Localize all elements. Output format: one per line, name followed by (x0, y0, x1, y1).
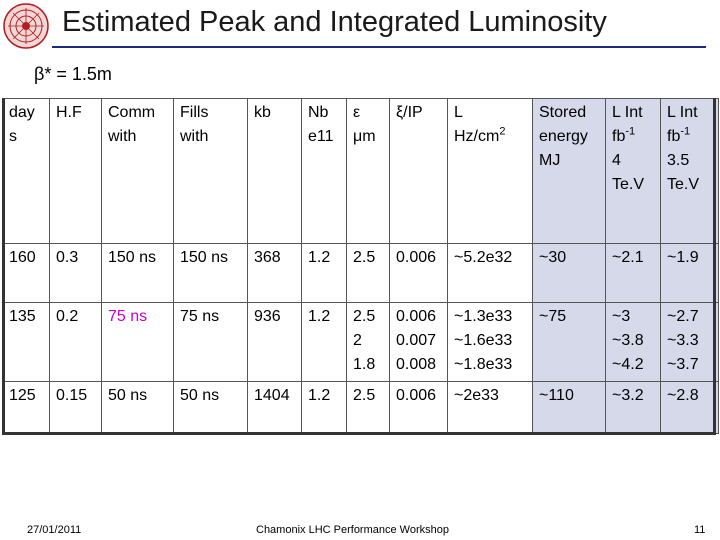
table-row (3, 244, 719, 303)
cell-stored-energy: ~30 (533, 244, 606, 303)
header-lint-3p5tev: L Int $fb^{-1}$ 3.5 Te.V (661, 99, 719, 244)
table-header-row (3, 99, 719, 244)
header-emittance: ε μm (347, 99, 390, 244)
table-row (3, 303, 719, 382)
cell-luminosity: ~5.2e32 (448, 244, 533, 303)
cell-fills: 150 ns (174, 244, 248, 303)
cell-emittance: 2.5 (347, 382, 390, 434)
header-comm-with: Comm with (102, 99, 174, 244)
cell-comm-highlighted: 75 ns (102, 303, 174, 382)
cell-lint-4tev: ~2.1 (606, 244, 661, 303)
cell-comm: 150 ns (102, 244, 174, 303)
cell-fills: 75 ns (174, 303, 248, 382)
cell-days: 135 (3, 303, 50, 382)
cell-nb: 1.2 (302, 382, 347, 434)
cell-emittance: 2.5 (347, 244, 390, 303)
cell-nb: 1.2 (302, 244, 347, 303)
cell-kb: 368 (248, 244, 302, 303)
header-hf: H.F (50, 99, 102, 244)
cell-lint-4tev: ~3.2 (606, 382, 661, 434)
cell-xi: 0.006 0.007 0.008 (390, 303, 448, 382)
header-kb: kb (248, 99, 302, 244)
cell-comm: 50 ns (102, 382, 174, 434)
title-underline (52, 46, 706, 48)
header-stored-energy: Stored energy MJ (533, 99, 606, 244)
cell-hf: 0.15 (50, 382, 102, 434)
cern-logo-icon (2, 2, 50, 50)
cell-nb: 1.2 (302, 303, 347, 382)
cell-lint-3p5tev: ~2.7 ~3.3 ~3.7 (661, 303, 719, 382)
slide-title: Estimated Peak and Integrated Luminosity (62, 6, 607, 38)
cell-stored-energy: ~110 (533, 382, 606, 434)
cell-xi: 0.006 (390, 244, 448, 303)
cell-luminosity: ~2e33 (448, 382, 533, 434)
header-nb: Nb e11 (302, 99, 347, 244)
cell-lint-3p5tev: ~1.9 (661, 244, 719, 303)
cell-stored-energy: ~75 (533, 303, 606, 382)
footer-event: Chamonix LHC Performance Workshop (256, 524, 449, 536)
cell-hf: 0.3 (50, 244, 102, 303)
cell-days: 160 (3, 244, 50, 303)
header-xi-per-ip: ξ/IP (390, 99, 448, 244)
luminosity-table (2, 98, 719, 434)
cell-lint-4tev: ~3 ~3.8 ~4.2 (606, 303, 661, 382)
header-fills-with: Fills with (174, 99, 248, 244)
cell-kb: 1404 (248, 382, 302, 434)
header-days: day s (3, 99, 50, 244)
beta-star-label: β* = 1.5m (34, 64, 112, 84)
cell-xi: 0.006 (390, 382, 448, 434)
cell-kb: 936 (248, 303, 302, 382)
cell-lint-3p5tev: ~2.8 (661, 382, 719, 434)
cell-hf: 0.2 (50, 303, 102, 382)
cell-luminosity: ~1.3e33 ~1.6e33 ~1.8e33 (448, 303, 533, 382)
cell-fills: 50 ns (174, 382, 248, 434)
cell-emittance: 2.5 2 1.8 (347, 303, 390, 382)
page-number: 11 (694, 524, 706, 536)
table-row (3, 382, 719, 434)
cell-days: 125 (3, 382, 50, 434)
footer-date: 27/01/2011 (27, 524, 82, 536)
header-lint-4tev: L Int $fb^{-1}$ 4 Te.V (606, 99, 661, 244)
header-luminosity: L $Hz/cm^2$ (448, 99, 533, 244)
